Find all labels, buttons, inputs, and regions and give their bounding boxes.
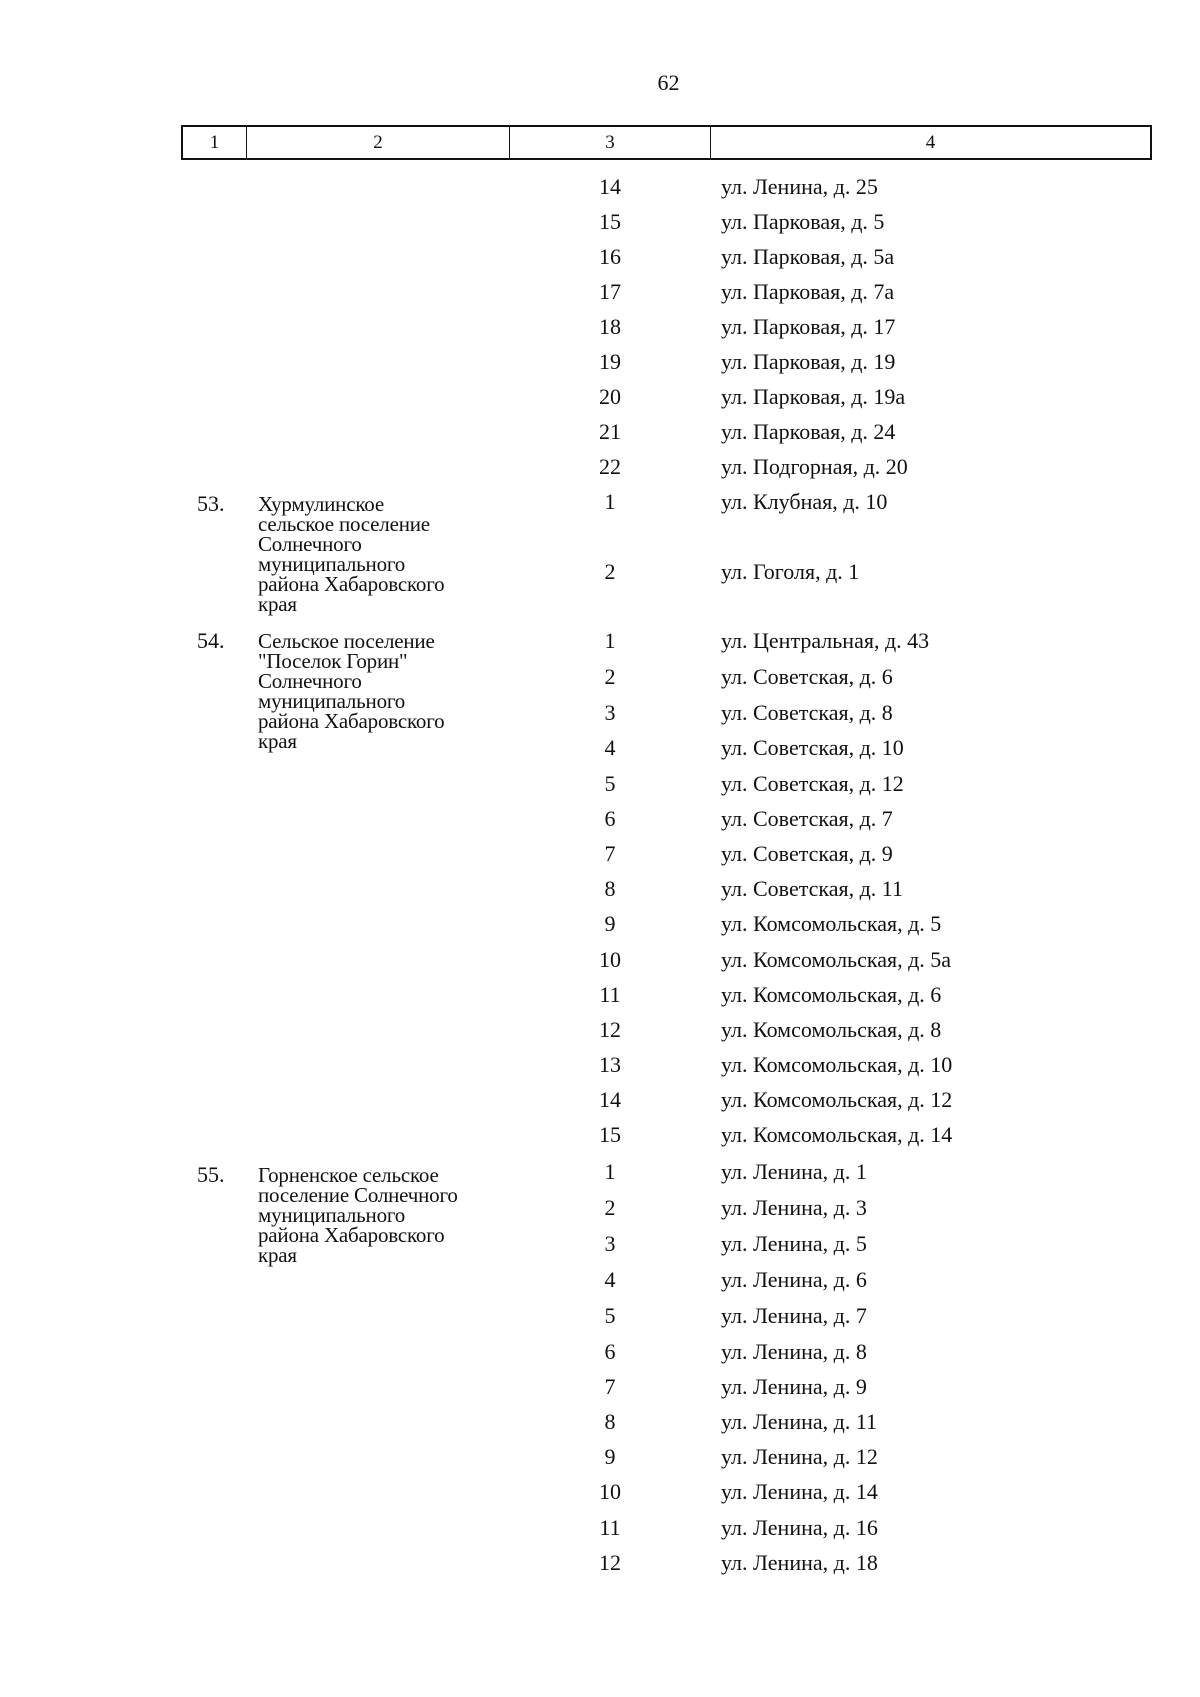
settlement-name (258, 1165, 513, 1265)
row-number: 21 (599, 419, 621, 444)
header-col-3: 3 (510, 127, 711, 158)
row-number: 10 (599, 1479, 621, 1504)
row-number: 3 (604, 700, 616, 725)
row-number: 18 (599, 314, 621, 339)
address: ул. Ленина, д. 16 (721, 1515, 878, 1540)
settlement-name-line: района Хабаровского (258, 572, 445, 596)
row-number: 2 (604, 1195, 616, 1220)
settlement-name-line: края (258, 729, 297, 753)
address: ул. Гоголя, д. 1 (721, 559, 860, 584)
row-number: 8 (604, 1409, 616, 1434)
row-number: 15 (599, 209, 621, 234)
row-number: 6 (604, 806, 616, 831)
address: ул. Советская, д. 11 (721, 876, 903, 901)
row-number: 4 (604, 735, 616, 760)
settlement-name-line: Хурмулинское (258, 492, 384, 516)
section-number: 55. (197, 1162, 225, 1187)
row-number: 9 (604, 1444, 616, 1469)
header-col-2: 2 (247, 127, 510, 158)
settlement-name (258, 494, 513, 614)
address: ул. Парковая, д. 24 (721, 419, 896, 444)
settlement-name-line: района Хабаровского (258, 1223, 445, 1247)
address: ул. Ленина, д. 7 (721, 1303, 867, 1328)
row-number: 9 (604, 911, 616, 936)
settlement-name-line: поселение Солнечного (258, 1183, 458, 1207)
address: ул. Комсомольская, д. 6 (721, 982, 942, 1007)
settlement-name (258, 631, 513, 751)
row-number: 1 (604, 1159, 616, 1184)
row-number: 5 (604, 1303, 616, 1328)
address: ул. Ленина, д. 6 (721, 1267, 867, 1292)
row-number: 12 (599, 1017, 621, 1042)
settlement-name-line: края (258, 1243, 297, 1267)
row-number: 11 (599, 982, 621, 1007)
address: ул. Парковая, д. 5а (721, 244, 895, 269)
row-number: 4 (604, 1267, 616, 1292)
settlement-name-line: муниципального (258, 552, 406, 576)
address: ул. Парковая, д. 19 (721, 349, 896, 374)
address: ул. Ленина, д. 18 (721, 1550, 878, 1575)
row-number: 11 (599, 1515, 621, 1540)
address: ул. Ленина, д. 25 (721, 174, 878, 199)
header-col-1: 1 (183, 127, 247, 158)
settlement-name-line: района Хабаровского (258, 709, 445, 733)
row-number: 10 (599, 947, 621, 972)
address: ул. Ленина, д. 12 (721, 1444, 878, 1469)
settlement-name-line: Солнечного (258, 532, 362, 556)
row-number: 1 (604, 489, 616, 514)
row-number: 7 (604, 1374, 616, 1399)
row-number: 12 (599, 1550, 621, 1575)
address: ул. Ленина, д. 9 (721, 1374, 867, 1399)
row-number: 14 (599, 174, 621, 199)
address: ул. Советская, д. 9 (721, 841, 893, 866)
address: ул. Парковая, д. 17 (721, 314, 896, 339)
address: ул. Ленина, д. 14 (721, 1479, 878, 1504)
row-number: 19 (599, 349, 621, 374)
settlement-name-line: "Поселок Горин" (258, 649, 408, 673)
address: ул. Парковая, д. 5 (721, 209, 885, 234)
address: ул. Ленина, д. 3 (721, 1195, 867, 1220)
row-number: 8 (604, 876, 616, 901)
settlement-name-line: Сельское поселение (258, 629, 435, 653)
address: ул. Советская, д. 10 (721, 735, 904, 760)
page-number: 62 (657, 70, 680, 95)
row-number: 6 (604, 1339, 616, 1364)
row-number: 22 (599, 454, 621, 479)
address: ул. Парковая, д. 7а (721, 279, 895, 304)
address: ул. Советская, д. 7 (721, 806, 893, 831)
address: ул. Комсомольская, д. 12 (721, 1087, 953, 1112)
row-number: 1 (604, 628, 616, 653)
address: ул. Комсомольская, д. 14 (721, 1122, 953, 1147)
address: ул. Комсомольская, д. 10 (721, 1052, 953, 1077)
row-number: 2 (604, 664, 616, 689)
row-number: 13 (599, 1052, 621, 1077)
settlement-name-line: Горненское сельское (258, 1163, 439, 1187)
row-number: 15 (599, 1122, 621, 1147)
row-number: 2 (604, 559, 616, 584)
settlement-name-line: края (258, 592, 297, 616)
row-number: 17 (599, 279, 621, 304)
address: ул. Ленина, д. 11 (721, 1409, 878, 1434)
settlement-name-line: Солнечного (258, 669, 362, 693)
settlement-name-line: сельское поселение (258, 512, 430, 536)
address: ул. Парковая, д. 19а (721, 384, 906, 409)
address: ул. Советская, д. 8 (721, 700, 893, 725)
address: ул. Ленина, д. 1 (721, 1159, 867, 1184)
address: ул. Советская, д. 12 (721, 771, 904, 796)
section-number: 54. (197, 628, 225, 653)
address: ул. Комсомольская, д. 5 (721, 911, 942, 936)
settlement-name-line: муниципального (258, 1203, 406, 1227)
address: ул. Комсомольская, д. 8 (721, 1017, 942, 1042)
row-number: 14 (599, 1087, 621, 1112)
section-number: 53. (197, 491, 225, 516)
row-number: 3 (604, 1231, 616, 1256)
row-number: 7 (604, 841, 616, 866)
address: ул. Ленина, д. 8 (721, 1339, 867, 1364)
address: ул. Советская, д. 6 (721, 664, 893, 689)
address: ул. Клубная, д. 10 (721, 489, 888, 514)
address: ул. Комсомольская, д. 5а (721, 947, 952, 972)
address: ул. Подгорная, д. 20 (721, 454, 908, 479)
row-number: 20 (599, 384, 621, 409)
row-number: 5 (604, 771, 616, 796)
row-number: 16 (599, 244, 621, 269)
header-col-4: 4 (925, 131, 936, 153)
address: ул. Ленина, д. 5 (721, 1231, 867, 1256)
address: ул. Центральная, д. 43 (721, 628, 930, 653)
settlement-name-line: муниципального (258, 689, 406, 713)
table-header-row (181, 125, 1152, 160)
